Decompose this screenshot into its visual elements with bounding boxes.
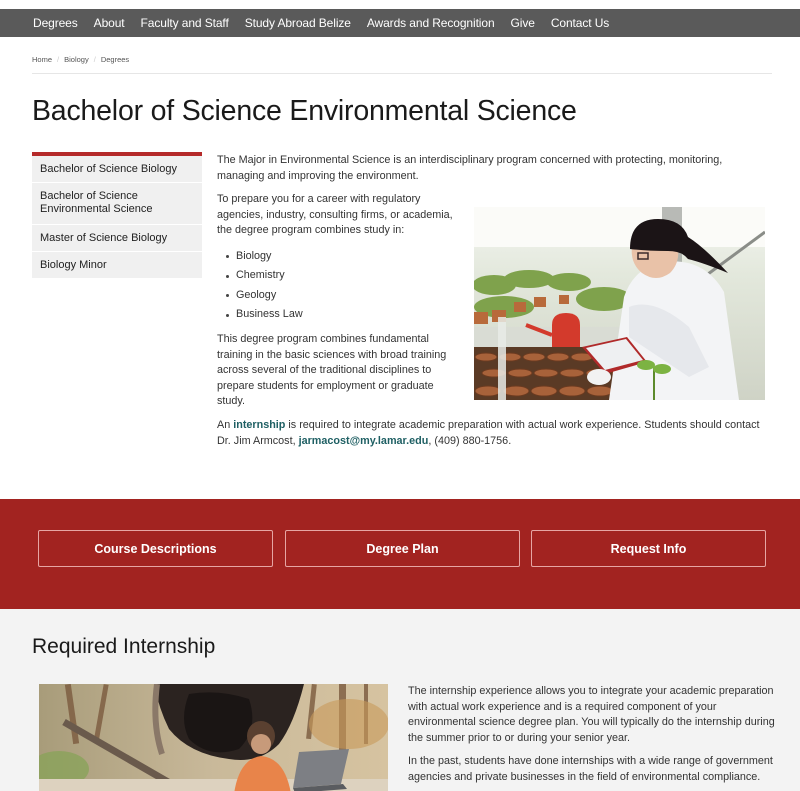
sidebar-item-bs-environmental-science[interactable]: Bachelor of Science Environmental Science bbox=[32, 183, 202, 225]
main-navigation bbox=[0, 9, 800, 37]
list-item: Chemistry bbox=[226, 266, 762, 286]
greenhouse-scientist-image bbox=[474, 207, 765, 400]
breadcrumb-divider bbox=[32, 73, 772, 74]
breadcrumb-home[interactable]: Home bbox=[32, 55, 53, 64]
nav-faculty-and-staff[interactable]: Faculty and Staff bbox=[140, 16, 229, 30]
nav-awards-and-recognition[interactable]: Awards and Recognition bbox=[366, 16, 495, 30]
required-internship-section bbox=[0, 609, 800, 791]
internship-link[interactable]: internship bbox=[233, 418, 286, 431]
breadcrumb-separator: / bbox=[57, 55, 60, 64]
text: is required to integrate academic preparation with actual work experience. Students should contact Dr. Jim Armcost, bbox=[217, 418, 760, 447]
request-info-button[interactable]: Request Info bbox=[531, 530, 766, 567]
degree-sidebar bbox=[32, 152, 202, 279]
intro-paragraph: The Major in Environmental Science is an interdisciplinary program concerned with protecting, monitoring, managing and improving the environment. bbox=[217, 154, 723, 182]
email-link[interactable]: jarmacost@my.lamar.edu bbox=[298, 434, 429, 447]
breadcrumb bbox=[32, 55, 129, 64]
sidebar-item-bs-biology[interactable]: Bachelor of Science Biology bbox=[32, 156, 202, 183]
section-heading: Required Internship bbox=[32, 635, 216, 658]
list-item: Geology bbox=[226, 286, 762, 306]
nav-contact-us[interactable]: Contact Us bbox=[550, 16, 610, 30]
degree-plan-button[interactable]: Degree Plan bbox=[285, 530, 520, 567]
field-work-image bbox=[39, 684, 388, 791]
list-item: Biology bbox=[226, 247, 762, 267]
combines-paragraph: This degree program combines fundamental training in the basic sciences with broad training across several of the traditional disciplines to prepare students for employment or graduate study. bbox=[217, 332, 447, 408]
internship-paragraph-2: In the past, students have done internships with a wide range of government agencies and private businesses in the field of environmental compliance. bbox=[408, 755, 773, 783]
nav-study-abroad-belize[interactable]: Study Abroad Belize bbox=[244, 16, 351, 30]
list-item: Business Law bbox=[226, 305, 762, 325]
prepare-paragraph: To prepare you for a career with regulatory agencies, industry, consulting firms, or academia, the degree program combines study in: bbox=[217, 193, 453, 237]
course-descriptions-button[interactable]: Course Descriptions bbox=[38, 530, 273, 567]
page-title: Bachelor of Science Environmental Science bbox=[32, 95, 577, 127]
internship-contact-paragraph bbox=[217, 418, 762, 449]
internship-paragraph-1: The internship experience allows you to integrate your academic preparation with actual work experience and is a required component of your environmental science degree plan. You will typically do the internship during the summer prior to or during your senior year. bbox=[408, 685, 775, 744]
nav-degrees[interactable]: Degrees bbox=[33, 16, 78, 30]
sidebar-item-biology-minor[interactable]: Biology Minor bbox=[32, 252, 202, 279]
breadcrumb-biology[interactable]: Biology bbox=[64, 55, 89, 64]
text: An bbox=[217, 418, 234, 431]
call-to-action-band bbox=[0, 499, 800, 609]
breadcrumb-degrees[interactable]: Degrees bbox=[100, 55, 130, 64]
internship-text bbox=[408, 684, 778, 791]
breadcrumb-separator: / bbox=[93, 55, 96, 64]
nav-give[interactable]: Give bbox=[510, 16, 535, 30]
text: , (409) 880-1756. bbox=[428, 434, 512, 447]
sidebar-item-ms-biology[interactable]: Master of Science Biology bbox=[32, 225, 202, 252]
nav-about[interactable]: About bbox=[93, 16, 125, 30]
